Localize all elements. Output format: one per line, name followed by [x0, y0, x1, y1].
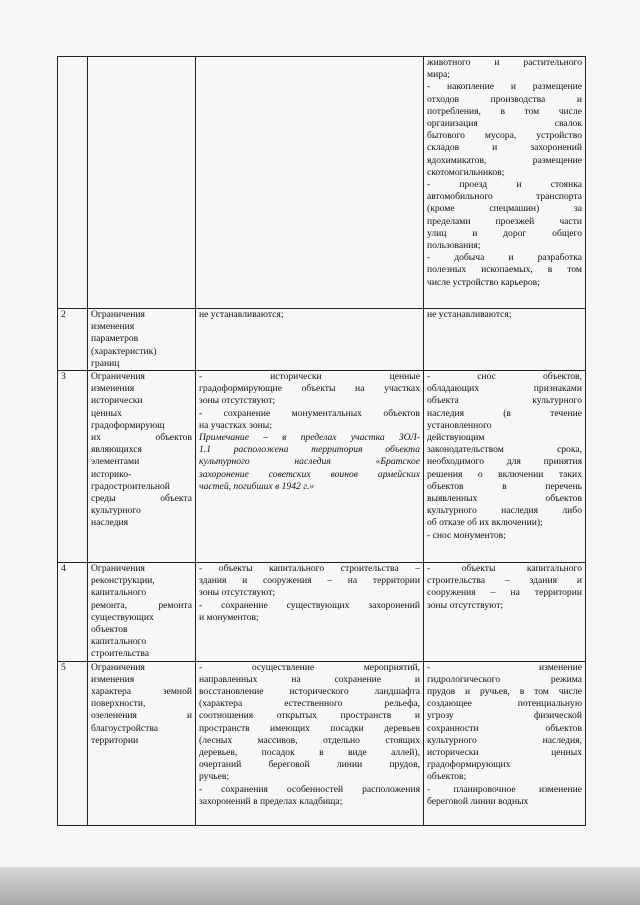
regulation-line: направленных на сохранение и — [199, 673, 420, 685]
prohibition-line: - проезд и стоянка — [427, 179, 582, 191]
prohibition-line: автомобильного транспорта — [427, 191, 582, 203]
prohibition-line: культурного наследия либо — [427, 505, 582, 517]
regulation-note-line: частей, погибших в 1942 г.» — [199, 480, 315, 492]
prohibition-line: - изменение — [427, 661, 582, 673]
prohibition-line: обладающих признаками — [427, 383, 582, 395]
restriction-name-line: среды объекта — [91, 493, 192, 505]
regulation-line: соотношения открытых пространств и — [199, 710, 420, 722]
prohibition-line: - накопление и размещение — [427, 81, 582, 93]
regulation-line: не устанавливаются; — [199, 309, 284, 320]
prohibition-line: необходимого для принятия — [427, 456, 582, 468]
prohibition-line: сохранности объектов — [427, 722, 582, 734]
restriction-name-cell — [88, 57, 196, 309]
prohibition-line: установленного — [427, 419, 492, 431]
prohibition-line: сооружения – на территории — [427, 587, 582, 599]
prohibitions-cell — [424, 371, 586, 563]
prohibition-line: - планировочное изменение — [427, 783, 582, 795]
restriction-name-line: благоустройства — [91, 722, 159, 734]
prohibition-line: зоны отсутствуют; — [427, 599, 504, 611]
restriction-name-line: характера земной — [91, 686, 192, 698]
regulation-line: зоны отсутствуют; — [199, 395, 276, 407]
regulations-cell — [196, 371, 424, 563]
regulation-note-line: Примечание – в пределах участка ЗОЛ- — [199, 432, 420, 444]
prohibition-line: организация свалок — [427, 118, 582, 130]
prohibition-line: береговой линии водных — [427, 795, 529, 807]
table-row — [58, 661, 586, 825]
regulation-line: - осуществление мероприятий, — [199, 661, 420, 673]
prohibition-line: строительства – здания и — [427, 575, 582, 587]
restriction-name-line: (характеристик) — [91, 345, 157, 357]
restriction-name-line: параметров — [91, 333, 139, 345]
restriction-name-line: изменения — [91, 321, 135, 333]
prohibition-line: пределами проезжей части — [427, 215, 582, 227]
prohibition-line: - снос монументов; — [427, 529, 506, 541]
restriction-name-line: изменения — [91, 383, 135, 395]
regulations-cell — [196, 661, 424, 825]
page-bottom-edge — [0, 867, 640, 905]
prohibition-line: числе устройство карьеров; — [427, 276, 540, 288]
prohibition-line: пользования; — [427, 240, 481, 252]
regulation-line: ручьев; — [199, 771, 230, 783]
prohibition-line: - снос объектов, — [427, 371, 582, 383]
prohibition-line: животного и растительного — [427, 57, 582, 68]
regulation-line: - исторически ценные — [199, 371, 420, 383]
regulation-line: - сохранение монументальных объектов — [199, 407, 420, 419]
restriction-name-cell — [88, 563, 196, 662]
restriction-name-line: их объектов — [91, 432, 192, 444]
table-row — [58, 371, 586, 563]
prohibition-line: действующим — [427, 432, 485, 444]
prohibition-line: - добыча и разработка — [427, 252, 582, 264]
prohibition-line: культурного наследия, — [427, 734, 582, 746]
prohibition-line: полезных ископаемых, в том — [427, 264, 582, 276]
regulation-line: градоформирующие объекты на участках — [199, 383, 420, 395]
restriction-name-line: элементами — [91, 456, 140, 468]
restriction-name-line: ремонта, ремонта — [91, 599, 192, 611]
prohibition-line: мира; — [427, 69, 450, 81]
regulation-line: здания и сооружения – на территории — [199, 575, 420, 587]
restriction-name-line: поверхности, — [91, 698, 146, 710]
regulation-line: деревьев, посадок в виде аллей), — [199, 747, 420, 759]
prohibition-line: законодательством срока, — [427, 444, 582, 456]
prohibition-line: не устанавливаются; — [427, 309, 512, 320]
regulation-line: захоронений в пределах кладбища; — [199, 795, 343, 807]
regulation-line: восстановление исторического ландшафта — [199, 686, 420, 698]
regulation-note-line: захоронение советских воинов армейских — [199, 468, 420, 480]
prohibitions-cell — [424, 57, 586, 309]
regulation-note-line: 1.1 расположена территория объекта — [199, 444, 420, 456]
restriction-name-line: озеленения и — [91, 710, 192, 722]
prohibition-line: прудов и ручьев, в том числе — [427, 686, 582, 698]
table-row — [58, 309, 586, 371]
prohibition-line: скотомогильников; — [427, 166, 505, 178]
regulations-cell — [196, 57, 424, 309]
restriction-name-line: градоформирующ — [91, 419, 165, 431]
prohibition-line: угрозу физической — [427, 710, 582, 722]
restriction-name-line: существующих — [91, 611, 154, 623]
regulations-cell — [196, 563, 424, 662]
regulation-line: и монументов; — [199, 611, 259, 623]
restriction-name-line: объектов — [91, 624, 128, 636]
restriction-name-line: ценных — [91, 407, 122, 419]
restriction-name-line: реконструкции, — [91, 575, 155, 587]
prohibition-line: - объекты капитального — [427, 563, 582, 575]
restriction-name-line: капитального — [91, 587, 147, 599]
regulation-line: - объекты капитального строительства – — [199, 563, 420, 575]
restriction-name-line: историко- — [91, 468, 132, 480]
prohibition-line: ядохимикатов, размещение — [427, 154, 582, 166]
prohibition-line: создающее потенциальную — [427, 698, 582, 710]
restriction-name-cell — [88, 371, 196, 563]
row-number — [58, 57, 88, 309]
restriction-name-line: капитального — [91, 636, 147, 648]
regulation-line: очертаний береговой линии прудов, — [199, 759, 420, 771]
restriction-name-line: строительства — [91, 648, 150, 660]
regulations-cell — [196, 309, 424, 371]
prohibition-line: наследия (в течение — [427, 407, 582, 419]
prohibition-line: объекта культурного — [427, 395, 582, 407]
prohibition-line: бытового мусора, устройство — [427, 130, 582, 142]
prohibitions-cell — [424, 309, 586, 371]
restriction-name-cell — [88, 661, 196, 825]
restriction-name-line: Ограничения — [91, 661, 145, 673]
restriction-name-line: являющихся — [91, 444, 142, 456]
restriction-name-line: градостроительной — [91, 480, 170, 492]
row-number: 2 — [58, 309, 88, 371]
regulation-line: на участках зоны; — [199, 419, 272, 431]
prohibition-line: объектов; — [427, 771, 467, 783]
regulation-note-line: культурного наследия «Братское — [199, 456, 420, 468]
table-row — [58, 57, 586, 309]
prohibitions-cell — [424, 563, 586, 662]
prohibition-line: гидрологического режима — [427, 673, 582, 685]
restriction-name-line: культурного — [91, 505, 141, 517]
restrictions-table — [57, 56, 586, 826]
prohibition-line: потребления, в том числе — [427, 105, 582, 117]
regulation-line: пространств имеющих посадки деревьев — [199, 722, 420, 734]
restriction-name-line: Ограничения — [91, 563, 145, 575]
prohibition-line: улиц и дорог общего — [427, 227, 582, 239]
prohibition-line: исторически ценных — [427, 747, 582, 759]
restriction-name-line: границ — [91, 357, 120, 369]
table-row — [58, 563, 586, 662]
prohibition-line: объектов в перечень — [427, 480, 582, 492]
row-number: 5 — [58, 661, 88, 825]
prohibition-line: складов и захоронений — [427, 142, 582, 154]
restriction-name-line: наследия — [91, 517, 128, 529]
restriction-name-line: изменения — [91, 673, 135, 685]
regulation-line: (характера естественного рельефа, — [199, 698, 420, 710]
prohibition-line: (кроме спецмашин) за — [427, 203, 582, 215]
restriction-name-line: территории — [91, 734, 139, 746]
row-number: 4 — [58, 563, 88, 662]
restriction-name-line: Ограничения — [91, 309, 145, 320]
prohibitions-cell — [424, 661, 586, 825]
prohibition-line: об отказе об их включении); — [427, 517, 543, 529]
prohibition-line: отходов производства и — [427, 93, 582, 105]
regulation-line: - сохранения особенностей расположения — [199, 783, 420, 795]
restriction-name-line: исторически — [91, 395, 143, 407]
restriction-name-cell — [88, 309, 196, 371]
prohibition-line: решения о включении таких — [427, 468, 582, 480]
regulation-line: - сохранение существующих захоронений — [199, 599, 420, 611]
regulation-line: (лесных массивов, отдельно стоящих — [199, 734, 420, 746]
row-number: 3 — [58, 371, 88, 563]
regulation-line: зоны отсутствуют; — [199, 587, 276, 599]
restriction-name-line: Ограничения — [91, 371, 145, 383]
prohibition-line: градоформирующих — [427, 759, 511, 771]
prohibition-line: выявленных объектов — [427, 493, 582, 505]
